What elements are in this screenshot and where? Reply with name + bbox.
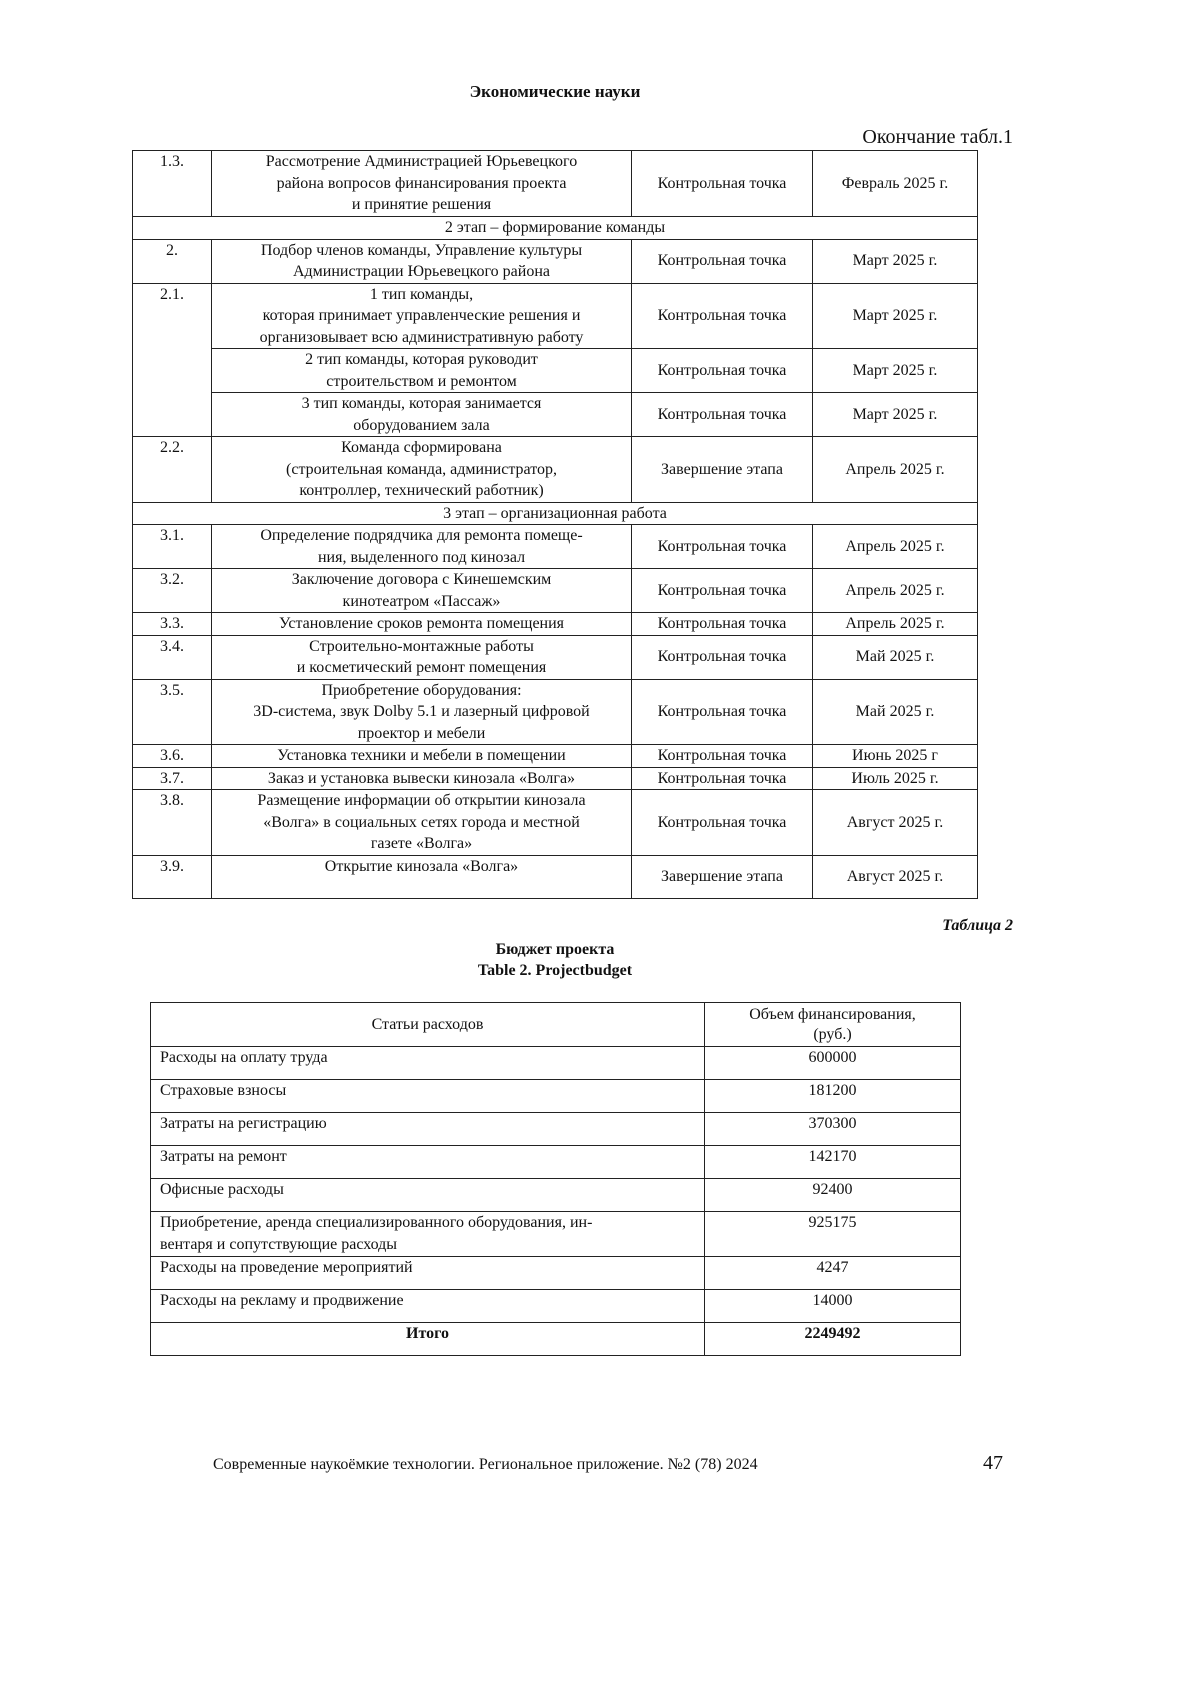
row-number: 3.3.: [133, 613, 212, 636]
budget-value: 600000: [705, 1047, 961, 1080]
row-date: Март 2025 г.: [813, 349, 978, 393]
page-number: 47: [983, 1452, 1003, 1474]
row-type: Контрольная точка: [632, 767, 813, 790]
budget-row: [151, 1257, 961, 1290]
budget-value: 92400: [705, 1179, 961, 1212]
budget-row: [151, 1212, 961, 1257]
table2-title-ru: Бюджет проекта: [495, 941, 615, 958]
header-item: Статьи расходов: [151, 1003, 705, 1047]
row-type: Завершение этапа: [632, 856, 813, 899]
budget-item: Затраты на ремонт: [151, 1146, 705, 1179]
row-date: Апрель 2025 г.: [813, 613, 978, 636]
table2-title-en: Table 2. Projectbudget: [477, 962, 633, 979]
budget-total-row: [151, 1323, 961, 1356]
table-row: [133, 239, 978, 283]
budget-value: 142170: [705, 1146, 961, 1179]
row-description: 3 тип команды, которая занимается оборудованием зала: [212, 393, 632, 437]
row-type: Контрольная точка: [632, 790, 813, 856]
table2-label: Таблица 2: [942, 917, 1013, 934]
row-type: Контрольная точка: [632, 569, 813, 613]
row-date: Май 2025 г.: [813, 679, 978, 745]
stage-heading: 3 этап – организационная работа: [133, 502, 978, 525]
row-type: Контрольная точка: [632, 151, 813, 217]
section-title: Экономические науки: [469, 82, 641, 101]
row-date: Июнь 2025 г: [813, 745, 978, 768]
budget-item: Расходы на проведение мероприятий: [151, 1257, 705, 1290]
schedule-table: [132, 150, 978, 899]
total-label: Итого: [151, 1323, 705, 1356]
row-description: Подбор членов команды, Управление культуры Администрации Юрьевецкого района: [212, 239, 632, 283]
row-date: Март 2025 г.: [813, 393, 978, 437]
row-number: 3.6.: [133, 745, 212, 768]
budget-value: 370300: [705, 1113, 961, 1146]
row-number: 2.2.: [133, 437, 212, 503]
table-row: [133, 767, 978, 790]
budget-value: 181200: [705, 1080, 961, 1113]
table-row: [133, 349, 978, 393]
budget-value: 925175: [705, 1212, 961, 1257]
table-row: [133, 856, 978, 899]
row-date: Апрель 2025 г.: [813, 569, 978, 613]
row-type: Контрольная точка: [632, 679, 813, 745]
total-value: 2249492: [705, 1323, 961, 1356]
table-row: [133, 679, 978, 745]
row-description: Установление сроков ремонта помещения: [212, 613, 632, 636]
row-date: Март 2025 г.: [813, 283, 978, 349]
row-description: Команда сформирована (строительная команда, администратор, контроллер, технический работник): [212, 437, 632, 503]
row-description: Открытие кинозала «Волга»: [212, 856, 632, 899]
table-row: [133, 283, 978, 349]
table-row: [133, 393, 978, 437]
row-date: Август 2025 г.: [813, 856, 978, 899]
row-date: Август 2025 г.: [813, 790, 978, 856]
row-type: Контрольная точка: [632, 525, 813, 569]
row-description: Установка техники и мебели в помещении: [212, 745, 632, 768]
row-date: Март 2025 г.: [813, 239, 978, 283]
row-type: Контрольная точка: [632, 349, 813, 393]
row-type: Контрольная точка: [632, 745, 813, 768]
budget-row: [151, 1047, 961, 1080]
budget-value: 4247: [705, 1257, 961, 1290]
budget-row: [151, 1290, 961, 1323]
row-number: 3.5.: [133, 679, 212, 745]
row-number: 3.4.: [133, 635, 212, 679]
budget-header-row: [151, 1003, 961, 1047]
budget-item: Затраты на регистрацию: [151, 1113, 705, 1146]
stage-row: [133, 502, 978, 525]
header-value: Объем финансирования, (руб.): [705, 1003, 961, 1047]
budget-item: Страховые взносы: [151, 1080, 705, 1113]
table-row: [133, 569, 978, 613]
table-continuation-label: Окончание табл.1: [862, 126, 1013, 148]
row-date: Февраль 2025 г.: [813, 151, 978, 217]
table2-title: [150, 939, 960, 981]
budget-item: Офисные расходы: [151, 1179, 705, 1212]
row-number: 3.1.: [133, 525, 212, 569]
table-row: [133, 525, 978, 569]
budget-row: [151, 1146, 961, 1179]
row-number: 3.9.: [133, 856, 212, 899]
row-type: Контрольная точка: [632, 283, 813, 349]
row-number: 2.: [133, 239, 212, 283]
row-type: Контрольная точка: [632, 239, 813, 283]
row-date: Апрель 2025 г.: [813, 437, 978, 503]
budget-row: [151, 1113, 961, 1146]
row-number: 2.1.: [133, 283, 212, 437]
row-description: 1 тип команды, которая принимает управленческие решения и организовывает всю административную работу: [212, 283, 632, 349]
stage-row: [133, 217, 978, 240]
row-description: Приобретение оборудования: 3D-система, звук Dolby 5.1 и лазерный цифровой проектор и мебели: [212, 679, 632, 745]
row-type: Контрольная точка: [632, 393, 813, 437]
row-date: Апрель 2025 г.: [813, 525, 978, 569]
row-date: Июль 2025 г.: [813, 767, 978, 790]
budget-item: Приобретение, аренда специализированного оборудования, ин- вентаря и сопутствующие расходы: [151, 1212, 705, 1257]
row-number: 3.8.: [133, 790, 212, 856]
row-description: Определение подрядчика для ремонта помеще- ния, выделенного под кинозал: [212, 525, 632, 569]
budget-value: 14000: [705, 1290, 961, 1323]
budget-item: Расходы на оплату труда: [151, 1047, 705, 1080]
table-row: [133, 151, 978, 217]
row-number: 1.3.: [133, 151, 212, 217]
budget-row: [151, 1080, 961, 1113]
stage-heading: 2 этап – формирование команды: [133, 217, 978, 240]
row-number: 3.2.: [133, 569, 212, 613]
table-row: [133, 613, 978, 636]
budget-table: [150, 1002, 961, 1356]
row-type: Контрольная точка: [632, 635, 813, 679]
row-description: Строительно-монтажные работы и косметический ремонт помещения: [212, 635, 632, 679]
row-description: 2 тип команды, которая руководит строительством и ремонтом: [212, 349, 632, 393]
row-description: Размещение информации об открытии кинозала «Волга» в социальных сетях города и местной газете «Волга»: [212, 790, 632, 856]
row-date: Май 2025 г.: [813, 635, 978, 679]
table-row: [133, 745, 978, 768]
row-type: Контрольная точка: [632, 613, 813, 636]
row-description: Рассмотрение Администрацией Юрьевецкого района вопросов финансирования проекта и принятие решения: [212, 151, 632, 217]
journal-footer: Современные наукоёмкие технологии. Региональное приложение. №2 (78) 2024: [213, 1456, 758, 1473]
budget-item: Расходы на рекламу и продвижение: [151, 1290, 705, 1323]
budget-row: [151, 1179, 961, 1212]
row-description: Заказ и установка вывески кинозала «Волга»: [212, 767, 632, 790]
table-row: [133, 790, 978, 856]
row-number: 3.7.: [133, 767, 212, 790]
table-row: [133, 635, 978, 679]
table-row: [133, 437, 978, 503]
row-description: Заключение договора с Кинешемским кинотеатром «Пассаж»: [212, 569, 632, 613]
row-type: Завершение этапа: [632, 437, 813, 503]
